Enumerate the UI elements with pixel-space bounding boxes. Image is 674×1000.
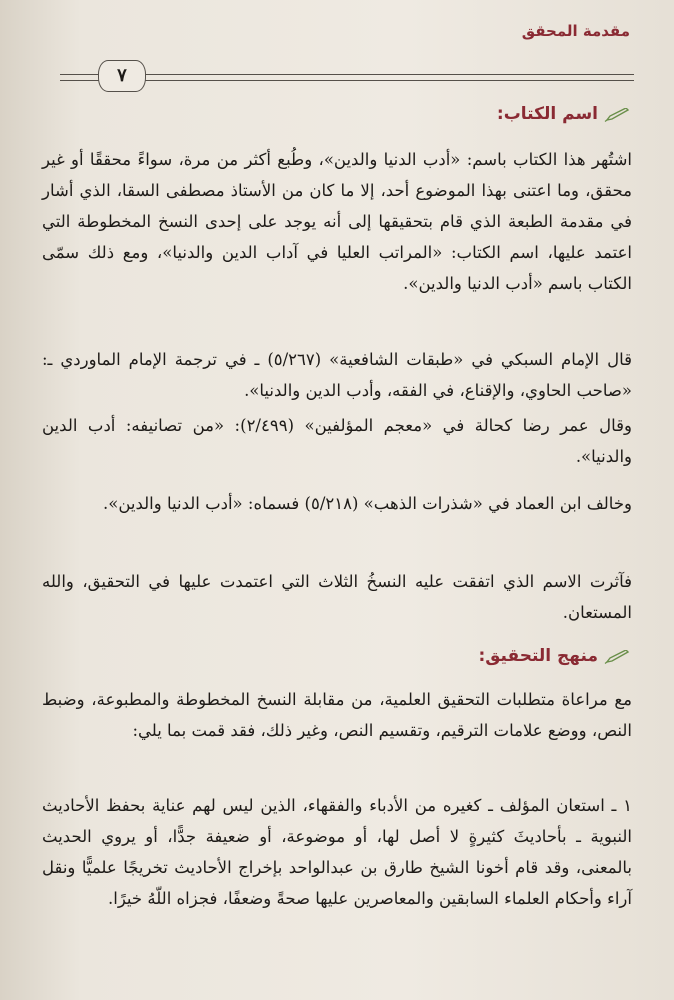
paragraph: مع مراعاة متطلبات التحقيق العلمية، من مقابلة النسخ المخطوطة والمطبوعة، وضبط النص، ووضع علامات الترقيم، وتقسيم النص، وغير ذلك، فقد قمت بما يلي: (42, 690, 632, 740)
pen-icon (604, 650, 630, 664)
paragraph: اشتُهر هذا الكتاب باسم: «أدب الدنيا والدين»، وطُبع أكثر من مرة، سواءً محققًا أو غير محقق، وما اعتنى بهذا الموضوع أحد، إلا ما كان من الأستاذ مصطفى السقا، الذي أشار في مقدمة الطبعة الذي قام بتحقيقها إلى أنه يوجد على إحدى النسخ المخطوطة التي اعتمد عليها، اسم الكتاب: «المراتب العليا في آداب الدين والدنيا»، ومع ذلك سمّى الكتاب باسم «أدب الدنيا والدين». (42, 150, 632, 293)
paragraph: فآثرت الاسم الذي اتفقت عليه النسخُ الثلاث التي اعتمدت عليها في التحقيق، والله المستعان. (42, 572, 632, 622)
pen-icon (604, 108, 630, 122)
running-title: مقدمة المحقق (521, 22, 630, 40)
paragraph: قال الإمام السبكي في «طبقات الشافعية» (٥/٢٦٧) ـ في ترجمة الإمام الماوردي ـ: «صاحب الحاوي، والإقناع، في الفقه، وأدب الدين والدنيا». (42, 350, 632, 400)
section-heading: منهج التحقيق: (478, 646, 598, 666)
paragraph: وقال عمر رضا كحالة في «معجم المؤلفين» (٢/٤٩٩): «من تصانيفه: أدب الدين والدنيا». (42, 416, 632, 466)
paragraph: وخالف ابن العماد في «شذرات الذهب» (٥/٢١٨) فسماه: «أدب الدنيا والدين». (103, 494, 632, 513)
page-number: ٧ (98, 60, 146, 92)
paragraph: ١ ـ استعان المؤلف ـ كغيره من الأدباء والفقهاء، الذين ليس لهم عناية بحفظ الأحاديث النبوية ـ بأحاديثَ كثيرةٍ لا أصل لها، أو موضوعة، أو ضعيفة جدًّا، أو يروي الحديث بالمعنى، وقد قام أخونا الشيخ طارق بن عبدالواحد بإخراج الأحاديث تخريجًا علميًّا ونقل آراء وأحكام العلماء السابقين والمعاصرين عليها صحةً وضعفًا، فجزاه اللّهُ خيرًا. (42, 796, 632, 908)
header-rule (60, 74, 634, 75)
section-heading: اسم الكتاب: (496, 104, 598, 124)
header-rule (60, 80, 634, 81)
